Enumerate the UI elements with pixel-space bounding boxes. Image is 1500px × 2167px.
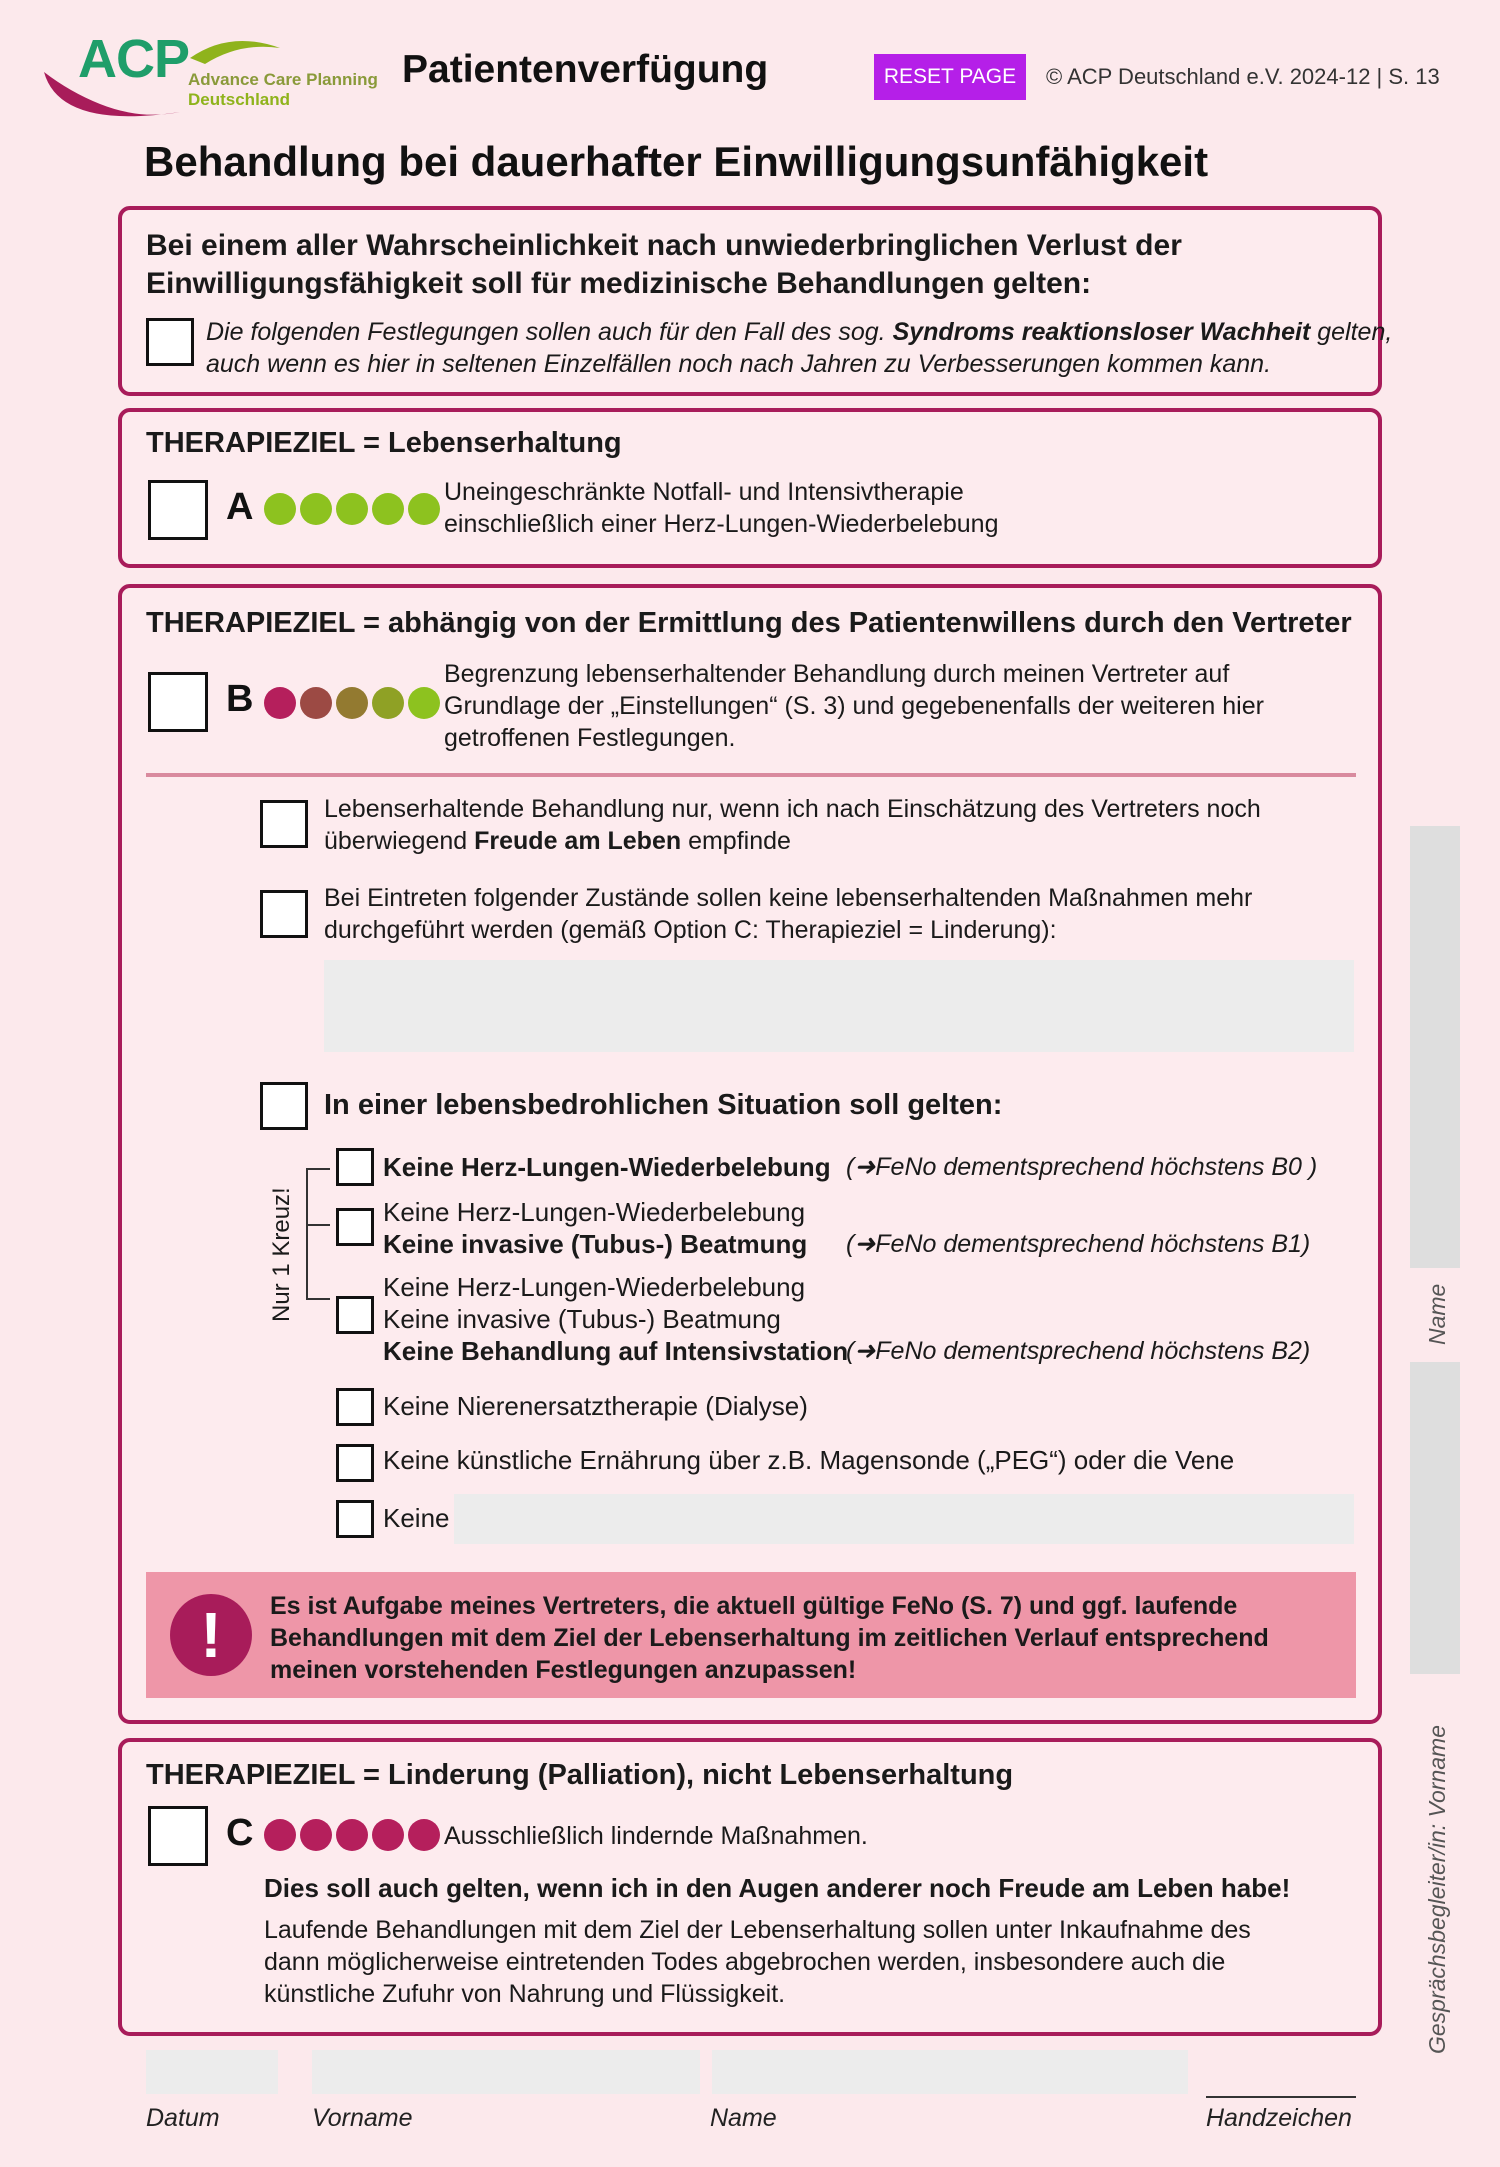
counselor-vorname-label: Gesprächsbegleiter/in: Vorname	[1424, 1725, 1450, 2054]
rating-dot	[264, 1819, 296, 1851]
rating-dot	[372, 493, 404, 525]
no-dialysis-text: Keine Nierenersatztherapie (Dialyse)	[383, 1391, 808, 1421]
no-cpr-text: Keine Herz-Lungen-Wiederbelebung	[383, 1152, 831, 1182]
rating-dot	[300, 687, 332, 719]
option-a-text-2: einschließlich einer Herz-Lungen-Wiederbelebung	[444, 510, 999, 538]
option-c-para-2: dann möglicherweise eintretenden Todes abgebrochen werden, insbesondere auch die	[264, 1948, 1226, 1976]
rating-dot	[336, 687, 368, 719]
name-input[interactable]	[712, 2050, 1188, 2094]
option-a-dots	[264, 493, 440, 525]
warning-box	[146, 1572, 1356, 1698]
no-ventilation-checkbox[interactable]	[336, 1208, 374, 1246]
freude-text-post: empfinde	[681, 827, 791, 855]
life-threatening-checkbox[interactable]	[260, 1082, 308, 1130]
no-icu-text-3: Keine Behandlung auf Intensivstation	[383, 1336, 849, 1366]
conditions-checkbox[interactable]	[260, 890, 308, 938]
no-icu-text-2: Keine invasive (Tubus-) Beatmung	[383, 1304, 781, 1334]
section-b-divider	[146, 773, 1356, 777]
handzeichen-label: Handzeichen	[1206, 2104, 1352, 2132]
nur-ein-kreuz-bracket	[306, 1168, 308, 1298]
option-b-dots	[264, 687, 440, 719]
option-c-bold-line: Dies soll auch gelten, wenn ich in den Augen anderer noch Freude am Leben habe!	[264, 1873, 1291, 1903]
option-c-dots	[264, 1819, 440, 1851]
rating-dot	[408, 1819, 440, 1851]
option-c-text: Ausschließlich lindernde Maßnahmen.	[444, 1822, 868, 1850]
syndrome-checkbox[interactable]	[146, 318, 194, 366]
rating-dot	[372, 1819, 404, 1851]
no-nutrition-checkbox[interactable]	[336, 1444, 374, 1482]
rating-dot	[300, 493, 332, 525]
no-icu-note: (➜FeNo dementsprechend höchstens B2)	[846, 1337, 1311, 1365]
warning-text-3: meinen vorstehenden Festlegungen anzupassen!	[270, 1656, 857, 1684]
option-c-para-3: künstliche Zufuhr von Nahrung und Flüssigkeit.	[264, 1980, 786, 2008]
option-b-text-1: Begrenzung lebenserhaltender Behandlung durch meinen Vertreter auf	[444, 660, 1230, 688]
no-ventilation-text-1: Keine Herz-Lungen-Wiederbelebung	[383, 1197, 806, 1227]
freude-text-bold: Freude am Leben	[474, 827, 682, 855]
warning-text-1: Es ist Aufgabe meines Vertreters, die aktuell gültige FeNo (S. 7) und ggf. laufende	[270, 1592, 1238, 1620]
warning-text-2: Behandlungen mit dem Ziel der Lebenserhaltung im zeitlichen Verlauf entsprechend	[270, 1624, 1269, 1652]
rating-dot	[264, 493, 296, 525]
section-general-heading-2: Einwilligungsfähigkeit soll für medizinische Behandlungen gelten:	[146, 267, 1092, 300]
counselor-name-label: Name	[1424, 1283, 1450, 1345]
freude-checkbox[interactable]	[260, 800, 308, 848]
handzeichen-line	[1206, 2096, 1356, 2098]
option-b-letter: B	[226, 678, 254, 720]
section-a-heading: THERAPIEZIEL = Lebenserhaltung	[146, 427, 622, 459]
option-c-checkbox[interactable]	[148, 1806, 208, 1866]
section-b-heading: THERAPIEZIEL = abhängig von der Ermittlung des Patientenwillens durch den Vertreter	[146, 607, 1352, 639]
other-checkbox[interactable]	[336, 1500, 374, 1538]
syndrome-text-2: gelten,	[1310, 318, 1393, 346]
section-c-heading: THERAPIEZIEL = Linderung (Palliation), nicht Lebenserhaltung	[146, 1759, 1014, 1791]
rating-dot	[408, 687, 440, 719]
rating-dot	[408, 493, 440, 525]
freude-text-2	[324, 825, 791, 857]
other-input[interactable]	[454, 1494, 1354, 1544]
syndrome-text-1: Die folgenden Festlegungen sollen auch für den Fall des sog.	[206, 318, 893, 346]
section-general-heading-1: Bei einem aller Wahrscheinlichkeit nach unwiederbringlichen Verlust der	[146, 229, 1182, 262]
option-a-checkbox[interactable]	[148, 480, 208, 540]
page-heading: Behandlung bei dauerhafter Einwilligungsunfähigkeit	[144, 138, 1209, 185]
syndrome-text-line2: auch wenn es hier in seltenen Einzelfällen noch nach Jahren zu Verbesserungen kommen kann.	[206, 350, 1272, 378]
option-b-text-2: Grundlage der „Einstellungen“ (S. 3) und gegebenenfalls der weiteren hier	[444, 692, 1264, 720]
no-icu-checkbox[interactable]	[336, 1296, 374, 1334]
freude-text-1: Lebenserhaltende Behandlung nur, wenn ich nach Einschätzung des Vertreters noch	[324, 795, 1261, 823]
logo-subtitle: Advance Care Planning	[188, 70, 378, 89]
vorname-input[interactable]	[312, 2050, 700, 2094]
option-a-letter: A	[226, 486, 254, 528]
rating-dot	[372, 687, 404, 719]
no-icu-text-1: Keine Herz-Lungen-Wiederbelebung	[383, 1272, 806, 1302]
name-label: Name	[710, 2104, 777, 2132]
rating-dot	[336, 1819, 368, 1851]
option-c-para-1: Laufende Behandlungen mit dem Ziel der Lebenserhaltung sollen unter Inkaufnahme des	[264, 1916, 1251, 1944]
option-b-text-3: getroffenen Festlegungen.	[444, 724, 736, 752]
counselor-name-field[interactable]	[1410, 826, 1460, 1268]
rating-dot	[336, 493, 368, 525]
conditions-text-1: Bei Eintreten folgender Zustände sollen keine lebenserhaltenden Maßnahmen mehr	[324, 884, 1253, 912]
syndrome-text	[206, 316, 1392, 348]
no-ventilation-note: (➜FeNo dementsprechend höchstens B1)	[846, 1230, 1311, 1258]
exclamation-icon: !	[170, 1594, 252, 1676]
other-text: Keine	[383, 1503, 450, 1533]
datum-input[interactable]	[146, 2050, 278, 2094]
option-b-checkbox[interactable]	[148, 672, 208, 732]
rating-dot	[264, 687, 296, 719]
bracket-tick	[306, 1168, 330, 1170]
bracket-tick	[306, 1298, 330, 1300]
option-c-letter: C	[226, 1812, 254, 1854]
rating-dot	[300, 1819, 332, 1851]
freude-text-pre: überwiegend	[324, 827, 475, 855]
logo-text: ACP	[78, 29, 190, 89]
logo-country: Deutschland	[188, 90, 291, 109]
no-nutrition-text: Keine künstliche Ernährung über z.B. Magensonde („PEG“) oder die Vene	[383, 1445, 1235, 1475]
life-threatening-heading: In einer lebensbedrohlichen Situation soll gelten:	[324, 1089, 1003, 1121]
copyright: © ACP Deutschland e.V. 2024-12 | S. 13	[1046, 64, 1440, 89]
document-title: Patientenverfügung	[402, 48, 769, 91]
no-cpr-checkbox[interactable]	[336, 1148, 374, 1186]
option-a-text-1: Uneingeschränkte Notfall- und Intensivtherapie	[444, 478, 964, 506]
conditions-input[interactable]	[324, 960, 1354, 1052]
no-dialysis-checkbox[interactable]	[336, 1388, 374, 1426]
bracket-tick	[306, 1224, 330, 1226]
no-ventilation-text-2: Keine invasive (Tubus-) Beatmung	[383, 1229, 808, 1259]
datum-label: Datum	[146, 2104, 220, 2132]
reset-page-button[interactable]: RESET PAGE	[874, 54, 1026, 100]
counselor-vorname-field[interactable]	[1410, 1362, 1460, 1674]
no-cpr-note: (➜FeNo dementsprechend höchstens B0 )	[846, 1153, 1318, 1181]
vorname-label: Vorname	[312, 2104, 413, 2132]
nur-ein-kreuz-label: Nur 1 Kreuz!	[268, 1187, 295, 1322]
syndrome-text-bold: Syndroms reaktionsloser Wachheit	[892, 318, 1311, 346]
conditions-text-2: durchgeführt werden (gemäß Option C: Therapieziel = Linderung):	[324, 916, 1057, 944]
